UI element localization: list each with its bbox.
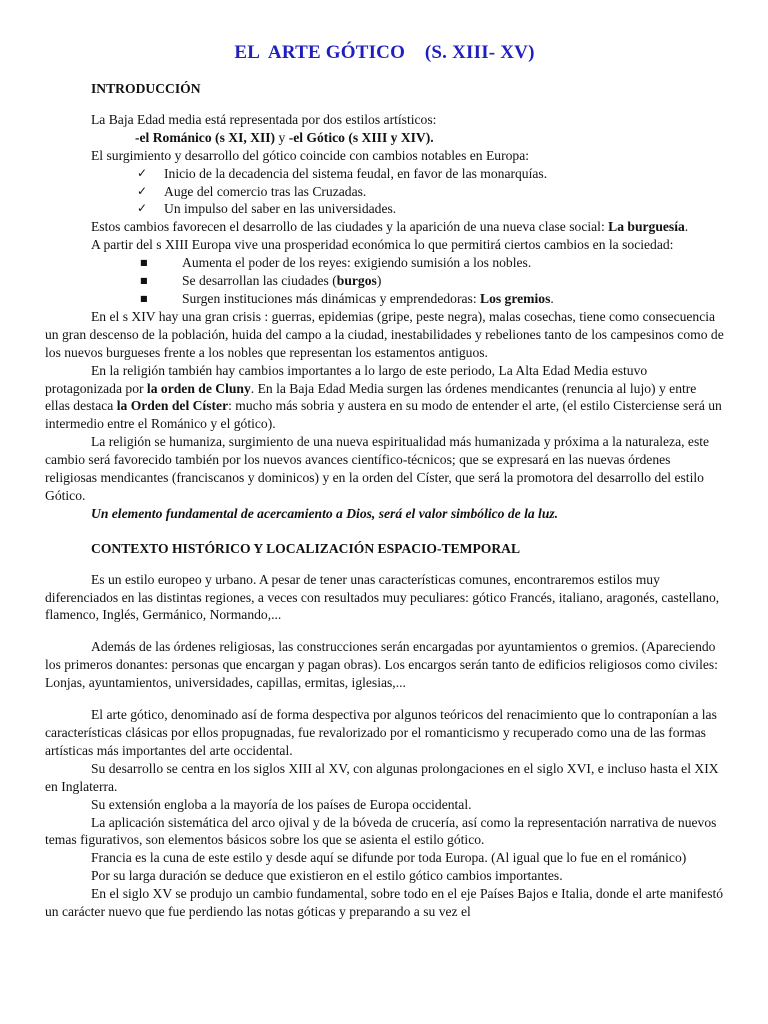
bold-term: la orden de Cluny — [146, 380, 251, 396]
styles-gotico: -el Gótico (s XIII y XIV) — [288, 129, 431, 145]
styles-end: . — [430, 129, 434, 145]
paragraph: En el s XIV hay una gran crisis : guerras, epidemias (gripe, peste negra), malas cosechas, tiene como consecuencia un gran descenso de la población, huida del campo a la ciudad, inestabilidades y rebeliones tanto de los campesinos como de los nuevos burgueses frente a los nobles que representan los estamentos antiguos. — [45, 308, 724, 360]
list-item-text: Surgen instituciones más dinámicas y emprendedoras: — [182, 290, 480, 306]
list-item-text: Inicio de la decadencia del sistema feudal, en favor de las monarquías. — [164, 165, 548, 181]
list-item — [45, 183, 724, 201]
list-item-text: Auge del comercio tras las Cruzadas. — [164, 183, 367, 199]
paragraph: Por su larga duración se deduce que existieron en el estilo gótico cambios importantes. — [91, 868, 563, 884]
styles-line — [45, 129, 724, 147]
bold-term: Los gremios — [480, 290, 551, 306]
paragraph: La Baja Edad media está representada por dos estilos artísticos: — [91, 111, 437, 127]
list-item — [45, 200, 724, 218]
check-list — [45, 165, 724, 219]
section-heading-contexto: CONTEXTO HISTÓRICO Y LOCALIZACIÓN ESPACIO-TEMPORAL — [91, 540, 521, 556]
paragraph — [45, 362, 724, 434]
paragraph: La religión se humaniza, surgimiento de una nueva espiritualidad más humanizada y próxima a la naturaleza, este cambio será favorecido también por los nuevos avances científico-técnicos; que se expresará en las nuevas órdenes religiosas mendicantes (franciscanos y dominicos) y en la orden del Císter, que será la promotora del desarrollo del estilo Gótico. — [45, 434, 710, 503]
paragraph: Además de las órdenes religiosas, las construcciones serán encargadas por ayuntamientos o gremios. (Apareciendo los primeros donantes: personas que encargan y pagan obras). Los encargos serán tanto de edificios religiosos como civiles: Lonjas, ayuntamientos, universidades, capillas, ermitas, iglesias,... — [45, 639, 718, 691]
paragraph: Es un estilo europeo y urbano. A pesar de tener unas características comunes, encontraremos estilos muy diferenciados en las distintas regiones, a veces con resultados muy peculiares: gótico Francés, italiano, aragonés, castellano, flamenco, Inglés, Germánico, Normando,... — [45, 571, 720, 623]
paragraph-text: : mucho más sobria y austera en su modo de entender el arte, (el estilo Cisterciense será un intermedio entre el Románico y el gótico). — [45, 398, 722, 432]
paragraph: Francia es la cuna de este estilo y desde aquí se difunde por toda Europa. (Al igual que lo fue en el románico) — [91, 850, 687, 866]
paragraph-text: Estos cambios favorecen el desarrollo de las ciudades y la aparición de una nueva clase social: — [91, 219, 609, 235]
section-heading-introduccion: INTRODUCCIÓN — [91, 81, 201, 96]
spacer — [45, 624, 724, 638]
list-item — [45, 290, 724, 308]
paragraph: En el siglo XV se produjo un cambio fundamental, sobre todo en el eje Países Bajos e Italia, donde el arte manifestó un carácter nuevo que fue perdiendo las notas góticas y preparando a su vez el — [45, 886, 724, 920]
paragraph: El surgimiento y desarrollo del gótico coincide con cambios notables en Europa: — [91, 147, 530, 163]
check-mark-icon: ✓ — [137, 165, 148, 180]
square-bullet-icon: ■ — [140, 258, 148, 268]
list-item-text: Un impulso del saber en las universidades. — [164, 201, 397, 217]
paragraph-text: . En la Baja Edad Media surgen las órdenes mendicantes (renuncia al lujo) y entre ellas destaca — [45, 380, 697, 414]
list-item — [45, 165, 724, 183]
square-bullet-icon: ■ — [140, 293, 148, 303]
styles-sep: y — [275, 129, 289, 145]
square-bullet-icon: ■ — [140, 276, 148, 286]
list-item-text: Aumenta el poder de los reyes: exigiendo sumisión a los nobles. — [182, 255, 532, 271]
spacer — [45, 692, 724, 706]
list-item — [45, 254, 724, 272]
paragraph: A partir del s XIII Europa vive una prosperidad económica lo que permitirá ciertos cambios en la sociedad: — [91, 237, 674, 253]
list-item — [45, 272, 724, 290]
bold-term: burgos — [336, 273, 377, 289]
paragraph: Su desarrollo se centra en los siglos XIII al XV, con algunas prolongaciones en el siglo XVI, e incluso hasta el XIX en Inglaterra. — [45, 760, 719, 794]
bold-term: La burguesía — [608, 219, 685, 235]
paragraph-text: En la religión también hay cambios importantes a lo largo de este periodo, La Alta Edad Media estuvo protagonizada por — [45, 362, 648, 396]
check-mark-icon: ✓ — [137, 183, 148, 198]
paragraph: Su extensión engloba a la mayoría de los países de Europa occidental. — [91, 796, 472, 812]
list-item-end: . — [550, 290, 554, 306]
paragraph: La aplicación sistemática del arco ojival y de la bóveda de crucería, así como la representación narrativa de nuevos temas figurativos, son elementos básicos sobre los que se asienta el estilo gótico. — [45, 814, 717, 848]
paragraph-end: . — [684, 219, 689, 235]
square-list — [45, 254, 724, 308]
highlight-sentence: Un elemento fundamental de acercamiento a Dios, será el valor simbólico de la luz. — [91, 505, 559, 521]
document-title: EL ARTE GÓTICO (S. XIII- XV) — [234, 42, 535, 63]
list-item-text: Se desarrollan las ciudades ( — [182, 273, 337, 289]
styles-romanico: -el Románico (s XI, XII) — [135, 129, 276, 145]
spacer — [45, 523, 724, 540]
paragraph — [45, 218, 724, 236]
list-item-end: ) — [376, 273, 382, 289]
paragraph: El arte gótico, denominado así de forma despectiva por algunos teóricos del renacimiento que lo contraponían a las características clásicas por ellos propugnadas, fue revalorizado por el romanticismo y recuperado como una de las formas artísticas más importantes del arte occidental. — [45, 707, 717, 758]
bold-term: la Orden del Císter — [116, 398, 229, 414]
check-mark-icon: ✓ — [137, 201, 148, 216]
